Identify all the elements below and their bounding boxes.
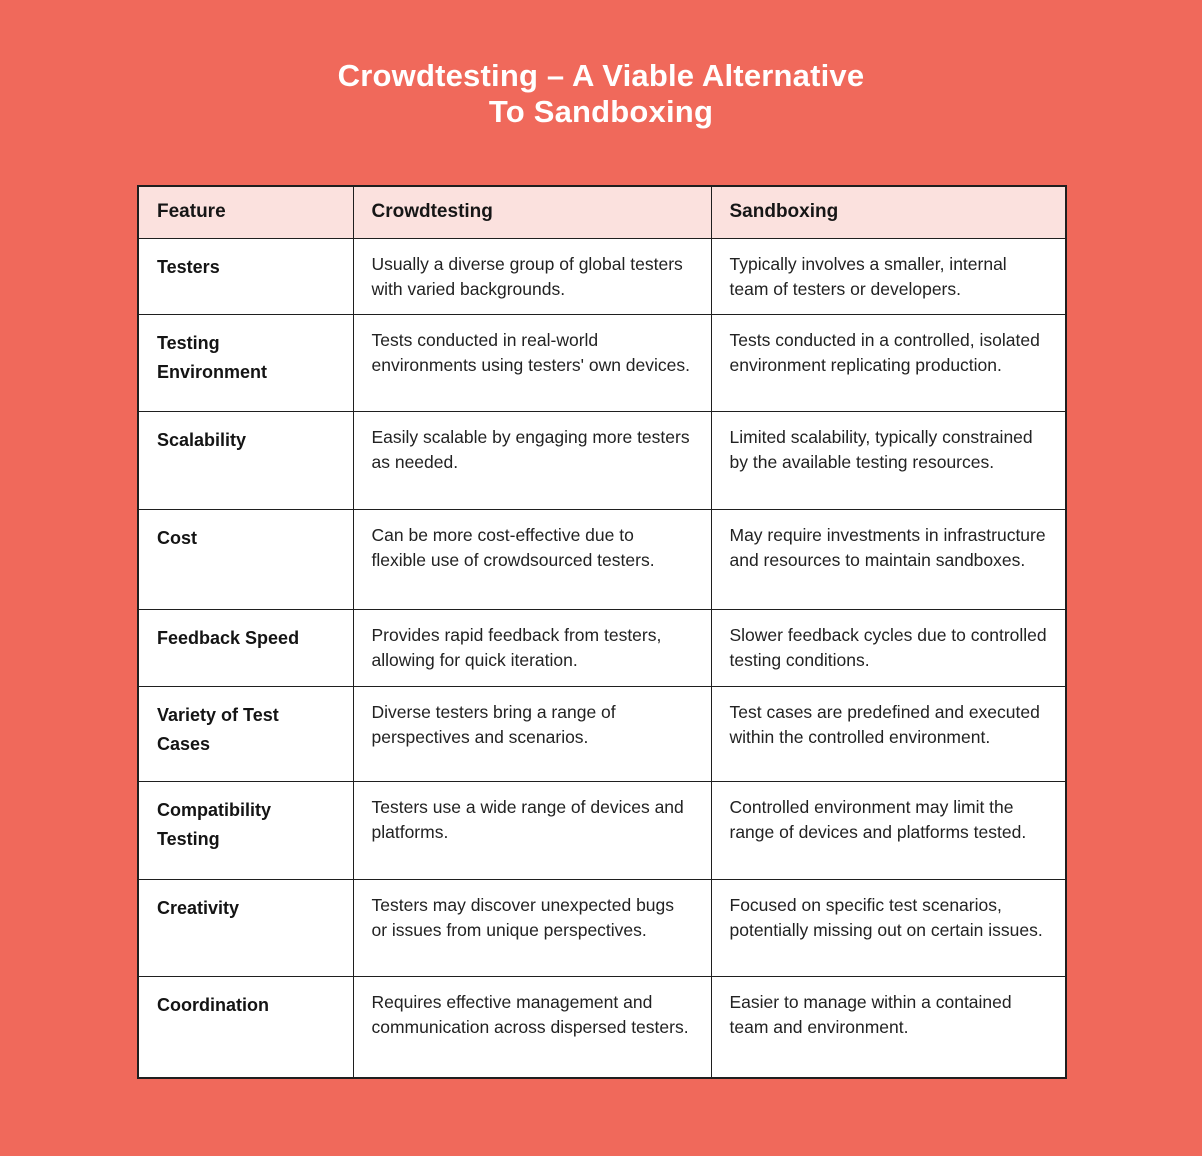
- crowdtesting-cell: Requires effective management and communication across dispersed testers.: [353, 976, 711, 1078]
- table-row: [138, 686, 1066, 781]
- feature-cell: Variety of Test Cases: [138, 686, 353, 781]
- feature-cell: Feedback Speed: [138, 609, 353, 686]
- table-row: [138, 411, 1066, 509]
- sandboxing-cell: Slower feedback cycles due to controlled testing conditions.: [711, 609, 1066, 686]
- sandboxing-cell: Limited scalability, typically constrained by the available testing resources.: [711, 411, 1066, 509]
- feature-cell: Compatibility Testing: [138, 781, 353, 879]
- feature-cell: Cost: [138, 509, 353, 609]
- feature-cell: Creativity: [138, 879, 353, 976]
- table-row: [138, 314, 1066, 411]
- crowdtesting-cell: Usually a diverse group of global testers with varied backgrounds.: [353, 238, 711, 314]
- table-row: [138, 509, 1066, 609]
- feature-cell: Scalability: [138, 411, 353, 509]
- sandboxing-cell: Easier to manage within a contained team and environment.: [711, 976, 1066, 1078]
- sandboxing-cell: Focused on specific test scenarios, potentially missing out on certain issues.: [711, 879, 1066, 976]
- crowdtesting-cell: Can be more cost-effective due to flexible use of crowdsourced testers.: [353, 509, 711, 609]
- comparison-table: [137, 185, 1067, 1079]
- sandboxing-cell: Test cases are predefined and executed within the controlled environment.: [711, 686, 1066, 781]
- column-header-feature: Feature: [138, 186, 353, 238]
- crowdtesting-cell: Provides rapid feedback from testers, allowing for quick iteration.: [353, 609, 711, 686]
- table-header-row: [138, 186, 1066, 238]
- title-line-1: Crowdtesting – A Viable Alternative: [337, 58, 865, 93]
- page-title: [0, 58, 1202, 130]
- sandboxing-cell: Tests conducted in a controlled, isolated environment replicating production.: [711, 314, 1066, 411]
- crowdtesting-cell: Testers may discover unexpected bugs or issues from unique perspectives.: [353, 879, 711, 976]
- table-row: [138, 879, 1066, 976]
- table-row: [138, 781, 1066, 879]
- crowdtesting-cell: Tests conducted in real-world environments using testers' own devices.: [353, 314, 711, 411]
- title-line-2: To Sandboxing: [488, 94, 714, 129]
- feature-cell: Coordination: [138, 976, 353, 1078]
- sandboxing-cell: May require investments in infrastructure and resources to maintain sandboxes.: [711, 509, 1066, 609]
- crowdtesting-cell: Easily scalable by engaging more testers as needed.: [353, 411, 711, 509]
- crowdtesting-cell: Diverse testers bring a range of perspectives and scenarios.: [353, 686, 711, 781]
- feature-cell: Testers: [138, 238, 353, 314]
- column-header-sandboxing: Sandboxing: [711, 186, 1066, 238]
- sandboxing-cell: Typically involves a smaller, internal team of testers or developers.: [711, 238, 1066, 314]
- table-row: [138, 238, 1066, 314]
- sandboxing-cell: Controlled environment may limit the range of devices and platforms tested.: [711, 781, 1066, 879]
- crowdtesting-cell: Testers use a wide range of devices and platforms.: [353, 781, 711, 879]
- comparison-table-container: [137, 185, 1067, 1079]
- table-row: [138, 976, 1066, 1078]
- feature-cell: Testing Environment: [138, 314, 353, 411]
- column-header-crowdtesting: Crowdtesting: [353, 186, 711, 238]
- table-row: [138, 609, 1066, 686]
